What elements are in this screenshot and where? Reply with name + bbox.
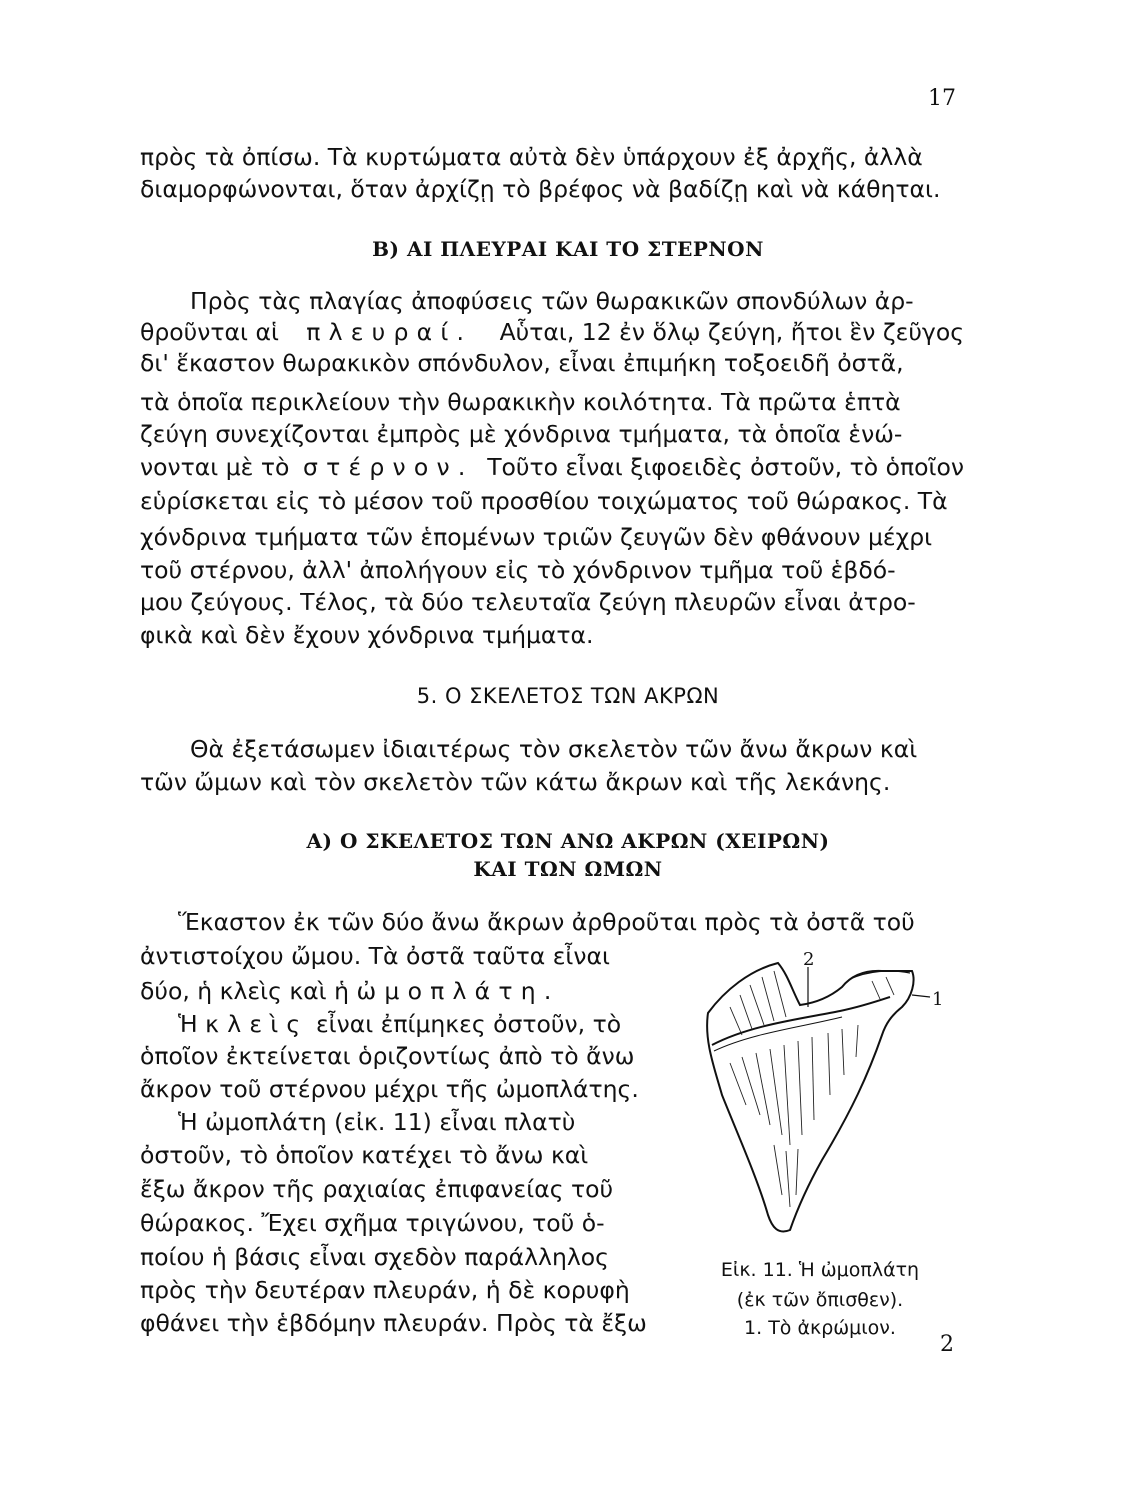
- text-line: δι' ἕκαστον θωρακικὸν σπόνδυλον, εἶναι ἐπιμήκη τοξοειδῆ ὀστᾶ,: [140, 349, 904, 377]
- section-heading-a-line2: ΚΑΙ ΤΩΝ ΩΜΩΝ: [473, 857, 663, 881]
- hatch-line: [774, 1145, 782, 1195]
- text-line: Ἕκαστον ἐκ τῶν δύο ἄνω ἄκρων ἀρθροῦται πρὸς τὰ ὀστᾶ τοῦ: [178, 908, 915, 936]
- text-line: [140, 318, 964, 346]
- text-line: ζεύγη συνεχίζονται ἐμπρὸς μὲ χόνδρινα τμήματα, τὰ ὁποῖα ἑνώ-: [140, 420, 903, 448]
- section-heading-a: Α) Ο ΣΚΕΛΕΤΟΣ ΤΩΝ ΑΝΩ ΑΚΡΩΝ (ΧΕΙΡΩΝ): [306, 829, 830, 853]
- text-line: Πρὸς τὰς πλαγίας ἀποφύσεις τῶν θωρακικῶν σπονδύλων ἀρ-: [190, 287, 914, 315]
- hatch-line: [796, 1149, 798, 1195]
- text-span: Ἡ: [178, 1010, 198, 1038]
- text-line: ὁποῖον ἐκτείνεται ὁριζοντίως ἀπὸ τὸ ἄνω: [140, 1042, 635, 1070]
- spaced-term: ὠμοπλάτη.: [356, 977, 560, 1005]
- hatch-line: [762, 977, 774, 1021]
- hatch-line: [756, 1053, 770, 1125]
- text-span: πρὸς τὰ ὀπίσω. Τὰ κυρτώματα αὐτὰ δὲν ὑπάρχουν ἐξ ἀρχῆς, ἀλλὰ: [140, 143, 923, 171]
- text-line: διαμορφώνονται, ὅταν ἀρχίζῃ τὸ βρέφος νὰ βαδίζῃ καὶ νὰ κάθηται.: [140, 175, 941, 203]
- text-line: [178, 1010, 686, 1038]
- hatch-line: [740, 995, 752, 1029]
- hatch-line: [742, 1057, 760, 1115]
- callout-line-1: [912, 995, 930, 997]
- text-span: εἶναι ἐπίμηκες ὀστοῦν, τὸ: [315, 1010, 622, 1038]
- hatch-line: [730, 1063, 746, 1105]
- section-heading-5: 5. Ο ΣΚΕΛΕΤΟΣ ΤΩΝ ΑΚΡΩΝ: [416, 684, 720, 708]
- spaced-term: πλευραί.: [306, 318, 473, 346]
- hatch-line: [842, 1029, 844, 1075]
- hatch-line: [750, 985, 764, 1025]
- hatch-line: [774, 971, 786, 1017]
- text-line: τὰ ὁποῖα περικλείουν τὴν θωρακικὴν κοιλότητα. Τὰ πρῶτα ἑπτὰ: [140, 388, 901, 416]
- acromion-edge: [850, 971, 910, 979]
- hatch-line: [784, 1045, 790, 1145]
- text-span: Αὗται, 12 ἐν ὅλῳ ζεύγη, ἤτοι ἓν ζεῦγος: [499, 318, 964, 346]
- text-span: νονται μὲ τὸ: [140, 453, 290, 481]
- hatch-line: [798, 1041, 802, 1135]
- text-line: Ἡ ὠμοπλάτη (εἰκ. 11) εἶναι πλατὺ: [178, 1108, 576, 1136]
- figure-label-2: 2: [803, 949, 815, 970]
- text-line: τοῦ στέρνου, ἀλλ' ἀπολήγουν εἰς τὸ χόνδρινον τμῆμα τοῦ ἑβδό-: [140, 556, 896, 584]
- hatch-line: [886, 977, 894, 995]
- text-line: [140, 143, 964, 171]
- text-line: φθάνει τὴν ἑβδόμην πλευράν. Πρὸς τὰ ἔξω: [140, 1309, 647, 1337]
- hatch-line: [730, 1007, 742, 1035]
- text-span: Τοῦτο εἶναι ξιφοειδὲς ὀστοῦν, τὸ ὁποῖον: [487, 453, 964, 481]
- figure-label-1: 1: [932, 989, 944, 1010]
- text-line: τῶν ὤμων καὶ τὸν σκελετὸν τῶν κάτω ἄκρων καὶ τῆς λεκάνης.: [140, 768, 891, 796]
- hatch-line: [786, 1151, 790, 1207]
- hatch-line: [872, 981, 880, 999]
- text-line: χόνδρινα τμήματα τῶν ἑπομένων τριῶν ζευγῶν δὲν φθάνουν μέχρι: [140, 523, 933, 551]
- hatch-line: [856, 1025, 858, 1057]
- spaced-term: κλεὶς: [205, 1010, 309, 1038]
- text-line: ἔξω ἄκρον τῆς ραχιαίας ἐπιφανείας τοῦ: [140, 1175, 614, 1203]
- section-heading-b: Β) ΑΙ ΠΛΕΥΡΑΙ ΚΑΙ ΤΟ ΣΤΕΡΝΟΝ: [372, 237, 764, 261]
- signature-mark: 2: [940, 1332, 954, 1357]
- text-line: [140, 977, 648, 1005]
- hatch-line: [828, 1033, 830, 1095]
- spaced-term: στέρνον.: [302, 453, 474, 481]
- figure-caption-line2: (ἐκ τῶν ὄπισθεν).: [736, 1289, 904, 1311]
- text-line: ἄκρον τοῦ στέρνου μέχρι τῆς ὠμοπλάτης.: [140, 1075, 639, 1103]
- text-line: [140, 453, 964, 481]
- text-line: ποίου ἡ βάσις εἶναι σχεδὸν παράλληλος: [140, 1243, 609, 1271]
- hatch-line: [812, 1037, 814, 1120]
- figure-caption-line3: 1. Τὸ ἀκρώμιον.: [744, 1317, 896, 1339]
- page-number: 17: [928, 86, 956, 111]
- text-line: πρὸς τὴν δευτέραν πλευράν, ἡ δὲ κορυφὴ: [140, 1276, 630, 1304]
- text-span: θροῦνται αἱ: [140, 318, 279, 346]
- scapula-outline: [707, 963, 913, 1232]
- text-line: μου ζεύγους. Τέλος, τὰ δύο τελευταῖα ζεύγη πλευρῶν εἶναι ἀτρο-: [140, 588, 916, 616]
- text-line: ὀστοῦν, τὸ ὁποῖον κατέχει τὸ ἄνω καὶ: [140, 1141, 589, 1169]
- text-line: ἀντιστοίχου ὤμου. Τὰ ὀστᾶ ταῦτα εἶναι: [140, 942, 610, 970]
- hatch-line: [770, 1049, 782, 1135]
- text-span: δύο, ἡ κλεὶς καὶ ἡ: [140, 977, 349, 1005]
- text-line: Θὰ ἐξετάσωμεν ἰδιαιτέρως τὸν σκελετὸν τῶν ἄνω ἄκρων καὶ: [190, 735, 918, 763]
- figure-caption: Εἰκ. 11. Ἡ ὠμοπλάτη: [720, 1259, 920, 1281]
- scapula-illustration: [690, 945, 950, 1245]
- text-line: εὑρίσκεται εἰς τὸ μέσον τοῦ προσθίου τοιχώματος τοῦ θώρακος. Τὰ: [140, 487, 948, 515]
- text-line: φικὰ καὶ δὲν ἔχουν χόνδρινα τμήματα.: [140, 621, 594, 649]
- text-line: θώρακος. Ἔχει σχῆμα τριγώνου, τοῦ ὁ-: [140, 1209, 605, 1237]
